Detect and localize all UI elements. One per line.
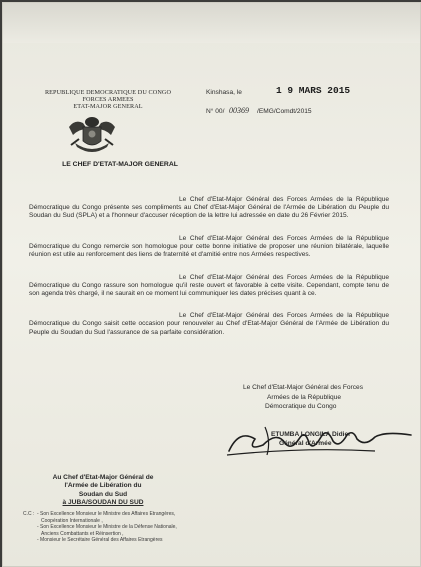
top-shadow: [3, 3, 420, 43]
signature-line-3: Démocratique du Congo: [265, 403, 337, 410]
addressee-line-3: Soudan du Sud: [78, 490, 128, 498]
addressee-city: à JUBA/SOUDAN DU SUD: [62, 499, 144, 507]
paragraph-2: Le Chef d'Etat-Major Général des Forces Armées de la République Démocratique du Congo remercie son homologue pour cette bonne initiative de proposer une réunion bilatérale, laquelle réunion est utile au renforcement des liens de fraternité et d'amitié entre nos Armées respectives.: [29, 234, 389, 258]
paragraph-4: Le Chef d'Etat-Major Général des Forces Armées de la République Démocratique du Congo saisit cette occasion pour renouveler au Chef d'Etat-Major Général de l'Armée de Libération du Peuple du Soudan du Sud l'assurance de sa parfaite considération.: [29, 312, 389, 336]
letter-body: [29, 196, 389, 351]
cc-label: C.C :: [23, 511, 35, 517]
cc-line-2: Coopération Internationale ,: [41, 517, 103, 524]
signature-line-2: Armées de la République: [267, 393, 342, 401]
cc-line-5: - Monsieur le Secrétaire Général des Affaires Etrangères: [37, 537, 163, 544]
ref-prefix: N° 00/: [206, 108, 225, 115]
ref-suffix: /EMG/Comdt/2015: [257, 108, 312, 115]
cc-line-4: Anciens Combattants et Réinsertion ,: [41, 530, 124, 537]
cc-line-1: - Son Excellence Monsieur le Ministre des Affaires Etrangères,: [37, 511, 176, 517]
document-title: LE CHEF D'ETAT-MAJOR GENERAL: [62, 161, 178, 168]
handwritten-signature: [225, 421, 415, 461]
letterhead-line-2: FORCES ARMEES: [82, 96, 134, 103]
paragraph-1: Le Chef d'Etat-Major Général des Forces Armées de la République Démocratique du Congo présente ses compliments au Chef d'Etat-Major Général de l'Armée de Libération du Peuple du Soudan du Sud (SPLA) et a l'honneur d'accuser réception de la lettre lui adressée en date du 26 Février 2015.: [29, 196, 389, 220]
letterhead: [13, 89, 203, 110]
addressee-line-2: l'Armée de Libération du: [64, 482, 142, 490]
coat-of-arms-emblem: [65, 113, 119, 157]
addressee-block: [33, 474, 173, 508]
cc-line-3: - Son Excellence Monsieur le Ministre de la Défense Nationale,: [37, 524, 177, 531]
signatory-rank: Général d'Armée: [279, 440, 332, 447]
paragraph-3: Le Chef d'Etat-Major Général des Forces Armées de la République Démocratique du Congo rassure son homologue qu'il reste ouvert et favorable à cette visite. Cependant, compte tenu de son agenda très chargé, il ne saurait en ce moment lui communiquer les dates précises quant à ce.: [29, 273, 389, 297]
copy-list: [23, 511, 283, 544]
letterhead-line-1: REPUBLIQUE DEMOCRATIQUE DU CONGO: [44, 89, 172, 96]
letterhead-line-3: ETAT-MAJOR GENERAL: [73, 103, 143, 110]
ref-number-handwritten: 00369: [229, 106, 249, 115]
addressee-line-1: Au Chef d'Etat-Major Général de: [52, 474, 154, 481]
signatory-name: ETUMBA LONGILA Didier: [271, 430, 351, 438]
signature-line-1: Le Chef d'Etat-Major Général des Forces: [243, 384, 364, 391]
letter-page: [2, 2, 421, 567]
place-label: Kinshasa, le: [206, 89, 242, 96]
date-stamp: 1 9 MARS 2015: [276, 85, 351, 96]
